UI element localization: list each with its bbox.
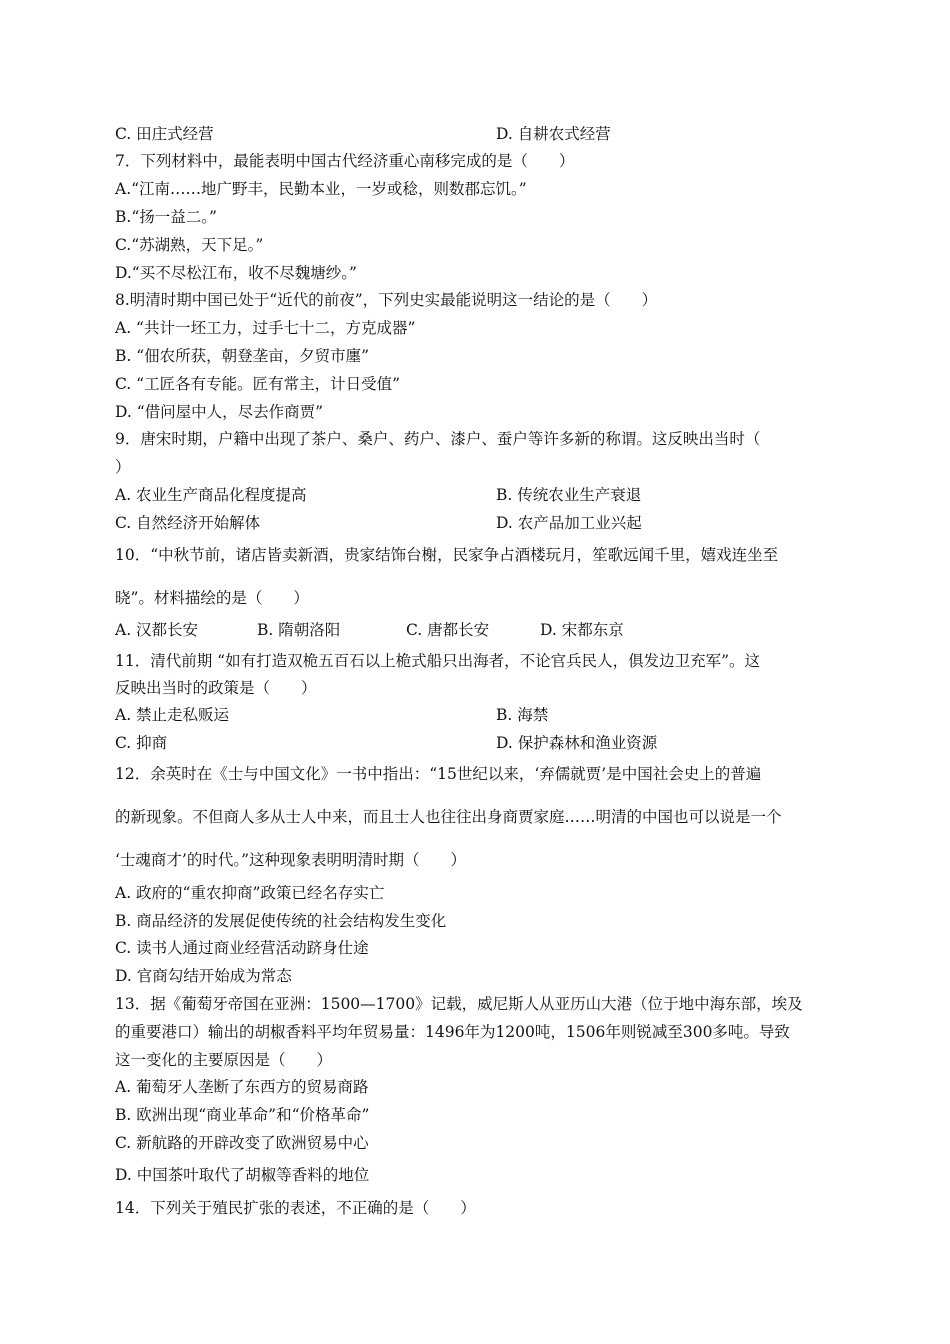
- option-c: C. 自然经济开始解体: [115, 514, 261, 532]
- option-b: B. 隋朝洛阳: [257, 621, 341, 639]
- option-d: D. 自耕农式经营: [496, 125, 611, 143]
- option-row: [115, 485, 642, 505]
- option-c: C. 唐都长安: [406, 621, 490, 639]
- option-b: B. 传统农业生产衰退: [496, 486, 642, 504]
- option-a: A. 汉都长安: [115, 621, 199, 639]
- option-d: D. 宋都东京: [540, 621, 624, 639]
- option-a: A. 禁止走私贩运: [115, 706, 230, 724]
- option-row: [115, 705, 549, 725]
- option-row: [115, 513, 642, 533]
- question-12: 12．余英时在《士与中国文化》一书中指出：“15世纪以来，‘弃儒就贾’是中国社会史上的普遍: [115, 765, 762, 783]
- option-c: C.“苏湖熟，天下足。”: [115, 236, 264, 254]
- question-13-continued: 这一变化的主要原因是（ ）: [115, 1051, 333, 1069]
- option-c: C. 读书人通过商业经营活动跻身仕途: [115, 939, 369, 957]
- question-12-continued: 的新现象。不但商人多从士人中来，而且士人也往往出身商贾家庭……明清的中国也可以说是一个: [115, 808, 782, 826]
- option-a: A.“江南……地广野丰，民勤本业，一岁或稔，则数郡忘饥。”: [115, 180, 527, 198]
- option-a: A. 政府的“重农抑商”政策已经名存实亡: [115, 884, 385, 902]
- option-d: D.“买不尽松江布，收不尽魏塘纱。”: [115, 264, 357, 282]
- option-row: [115, 620, 675, 640]
- question-9-continued: ）: [115, 458, 131, 476]
- question-8: 8.明清时期中国已处于“近代的前夜”，下列史实最能说明这一结论的是（ ）: [115, 291, 658, 309]
- question-9: 9．唐宋时期，户籍中出现了茶户、桑户、药户、漆户、蚕户等许多新的称谓。这反映出当时（: [115, 430, 761, 448]
- option-b: B. 欧洲出现“商业革命”和“价格革命”: [115, 1106, 370, 1124]
- question-13-continued: 的重要港口）输出的胡椒香料平均年贸易量：1496年为1200吨，1506年则锐减至300多吨。导致: [115, 1023, 790, 1041]
- option-c: C. 田庄式经营: [115, 125, 214, 143]
- question-11: 11．清代前期 “如有打造双桅五百石以上桅式船只出海者，不论官兵民人，俱发边卫充军”。这: [115, 652, 761, 670]
- option-d: D. 中国茶叶取代了胡椒等香料的地位: [115, 1166, 370, 1184]
- option-b: B. “佃农所获，朝登垄亩，夕贸市廛”: [115, 347, 370, 365]
- option-a: A. 葡萄牙人垄断了东西方的贸易商路: [115, 1078, 369, 1096]
- question-7: 7．下列材料中，最能表明中国古代经济重心南移完成的是（ ）: [115, 152, 575, 170]
- question-10-continued: 晓”。材料描绘的是（ ）: [115, 589, 309, 607]
- option-b: B. 商品经济的发展促使传统的社会结构发生变化: [115, 912, 447, 930]
- option-row: [115, 124, 611, 144]
- option-d: D. 保护森林和渔业资源: [496, 734, 658, 752]
- option-row: [115, 733, 658, 753]
- option-b: B.“扬一益二。”: [115, 208, 217, 226]
- question-10: 10．“中秋节前，诸店皆卖新酒，贵家结饰台榭，民家争占酒楼玩月，笙歌远闻千里，嬉戏连坐至: [115, 546, 779, 564]
- option-b: B. 海禁: [496, 706, 549, 724]
- option-d: D. 官商勾结开始成为常态: [115, 967, 292, 985]
- option-c: C. 新航路的开辟改变了欧洲贸易中心: [115, 1134, 369, 1152]
- option-c: C. 抑商: [115, 734, 168, 752]
- option-a: A. 农业生产商品化程度提高: [115, 486, 307, 504]
- option-c: C. “工匠各有专能。匠有常主，计日受值”: [115, 375, 401, 393]
- option-a: A. “共计一坯工力，过手七十二，方克成器”: [115, 319, 416, 337]
- question-13: 13．据《葡萄牙帝国在亚洲：1500—1700》记载，威尼斯人从亚历山大港（位于地中海东部，埃及: [115, 995, 803, 1013]
- question-12-continued: ‘士魂商才’的时代。”这种现象表明明清时期（ ）: [115, 851, 467, 869]
- question-14: 14．下列关于殖民扩张的表述，不正确的是（ ）: [115, 1199, 476, 1217]
- option-d: D. “借问屋中人，尽去作商贾”: [115, 403, 324, 421]
- option-d: D. 农产品加工业兴起: [496, 514, 642, 532]
- question-11-continued: 反映出当时的政策是（ ）: [115, 679, 317, 697]
